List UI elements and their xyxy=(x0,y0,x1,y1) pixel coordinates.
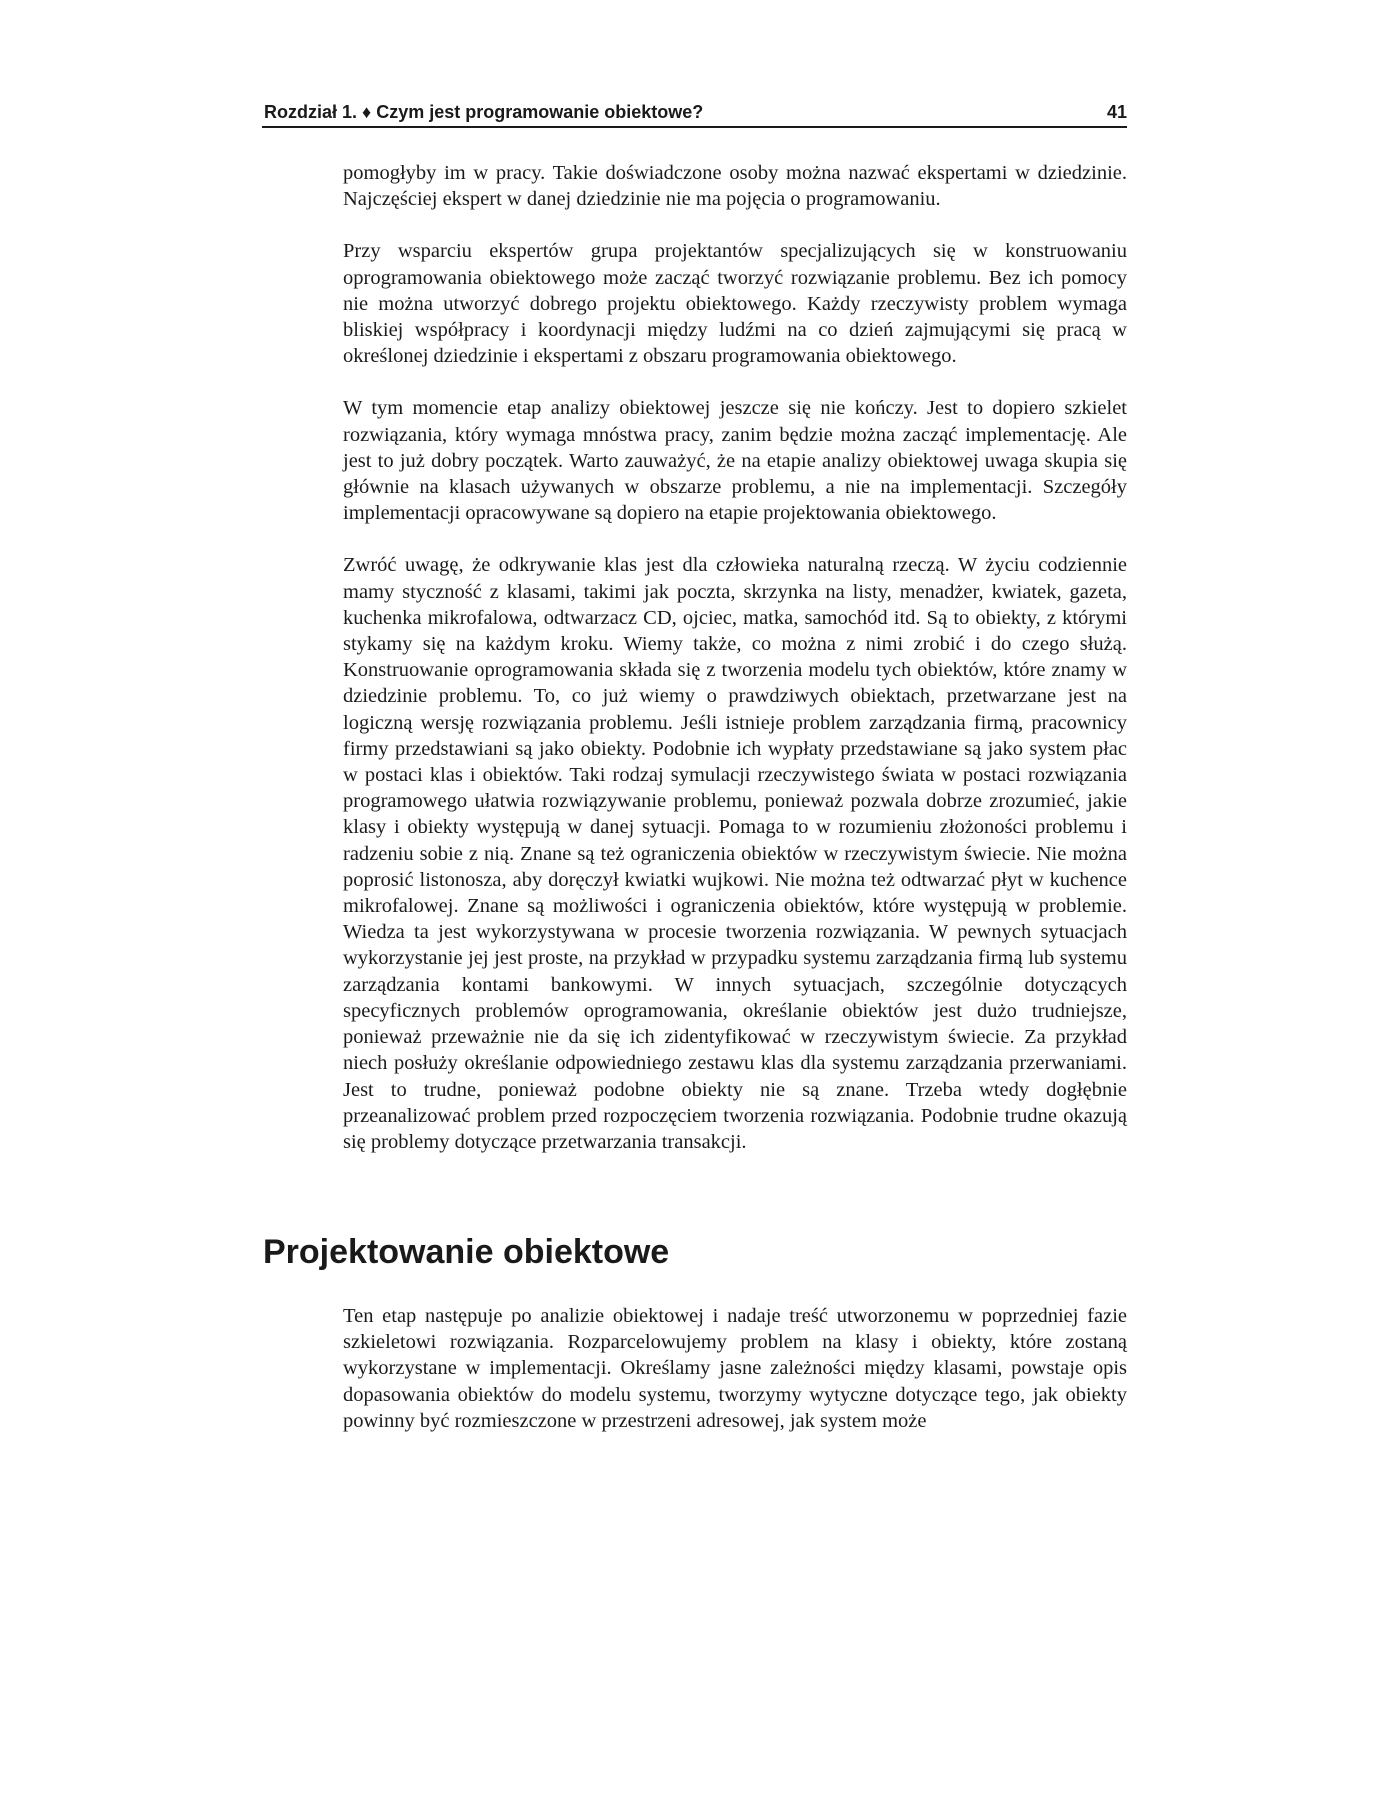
chapter-title: Rozdział 1. ♦ Czym jest programowanie obiektowe? xyxy=(264,102,704,122)
page-number: 41 xyxy=(1106,102,1127,122)
paragraph: pomogłyby im w pracy. Takie doświadczone osoby można nazwać ekspertami w dziedzinie. Najczęściej ekspert w danej dziedzinie nie ma pojęcia o programowaniu. xyxy=(343,162,1127,211)
paragraph: Ten etap następuje po analizie obiektowej i nadaje treść utworzonemu w poprzedniej fazie szkieletowi rozwiązania. Rozparcelowujemy problem na klasy i obiekty, które zostaną wykorzystane w implementacji. Określamy jasne zależności między klasami, powstaje opis dopasowania obiektów do modelu systemu, tworzymy wytyczne dotyczące tego, jak obiekty powinny być rozmieszczone w przestrzeni adresowej, jak system może xyxy=(343,1305,1127,1432)
body-text xyxy=(343,160,1127,1181)
running-header xyxy=(262,100,1127,128)
paragraph: W tym momencie etap analizy obiektowej jeszcze się nie kończy. Jest to dopiero szkielet rozwiązania, który wymaga mnóstwa pracy, zanim będzie można zacząć implementację. Ale jest to już dobry początek. Warto zauważyć, że na etapie analizy obiektowej uwaga skupia się głównie na klasach używanych w obszarze problemu, a nie na implementacji. Szczegóły implementacji opracowywane są dopiero na etapie projektowania obiektowego. xyxy=(343,397,1127,525)
section-heading: Projektowanie obiektowe xyxy=(263,1233,670,1271)
section-body xyxy=(343,1303,1127,1434)
paragraph: Zwróć uwagę, że odkrywanie klas jest dla człowieka naturalną rzeczą. W życiu codziennie mamy styczność z klasami, takimi jak poczta, skrzynka na listy, menadżer, kwiatek, gazeta, kuchenka mikrofalowa, odtwarzacz CD, ojciec, matka, samochód itd. Są to obiekty, z którymi stykamy się na każdym kroku. Wiemy także, co można z nimi zrobić i do czego służą. Konstruowanie oprogramowania składa się z tworzenia modelu tych obiektów, które znamy w dziedzinie problemu. To, co już wiemy o prawdziwych obiektach, przetwarzane jest na logiczną wersję rozwiązania problemu. Jeśli istnieje problem zarządzania firmą, pracownicy firmy przedstawiani są jako obiekty. Podobnie ich wypłaty przedstawiane są jako system płac w postaci klas i obiektów. Taki rodzaj symulacji rzeczywistego świata w postaci rozwiązania programowego ułatwia rozwiązywanie problemu, ponieważ pozwala dobrze zrozumieć, jakie klasy i obiekty występują w danej sytuacji. Pomaga to w rozumieniu złożoności problemu i radzeniu sobie z nią. Znane są też ograniczenia obiektów w rzeczywistym świecie. Nie można poprosić listonosza, aby doręczył kwiatki wujkowi. Nie można też odtwarzać płyt w kuchence mikrofalowej. Znane są możliwości i ograniczenia obiektów, które występują w problemie. Wiedza ta jest wykorzystywana w procesie tworzenia rozwiązania. W pewnych sytuacjach wykorzystanie jej jest proste, na przykład w przypadku systemu zarządzania firmą lub systemu zarządzania kontami bankowymi. W innych sytuacjach, szczególnie dotyczących specyficznych problemów oprogramowania, określanie obiektów jest dużo trudniejsze, ponieważ przeważnie nie da się ich zidentyfikować w rzeczywistym świecie. Za przykład niech posłuży określanie odpowiedniego zestawu klas dla systemu zarządzania przerwaniami. Jest to trudne, ponieważ podobne obiekty nie są znane. Trzeba wtedy dogłębnie przeanalizować problem przed rozpoczęciem tworzenia rozwiązania. Podobnie trudne okazują się problemy dotyczące przetwarzania transakcji. xyxy=(343,554,1127,1153)
paragraph: Przy wsparciu ekspertów grupa projektantów specjalizujących się w konstruowaniu oprogramowania obiektowego może zacząć tworzyć rozwiązanie problemu. Bez ich pomocy nie można utworzyć dobrego projektu obiektowego. Każdy rzeczywisty problem wymaga bliskiej współpracy i koordynacji między ludźmi na co dzień zajmującymi się pracą w określonej dziedzinie i ekspertami z obszaru programowania obiektowego. xyxy=(343,240,1127,368)
